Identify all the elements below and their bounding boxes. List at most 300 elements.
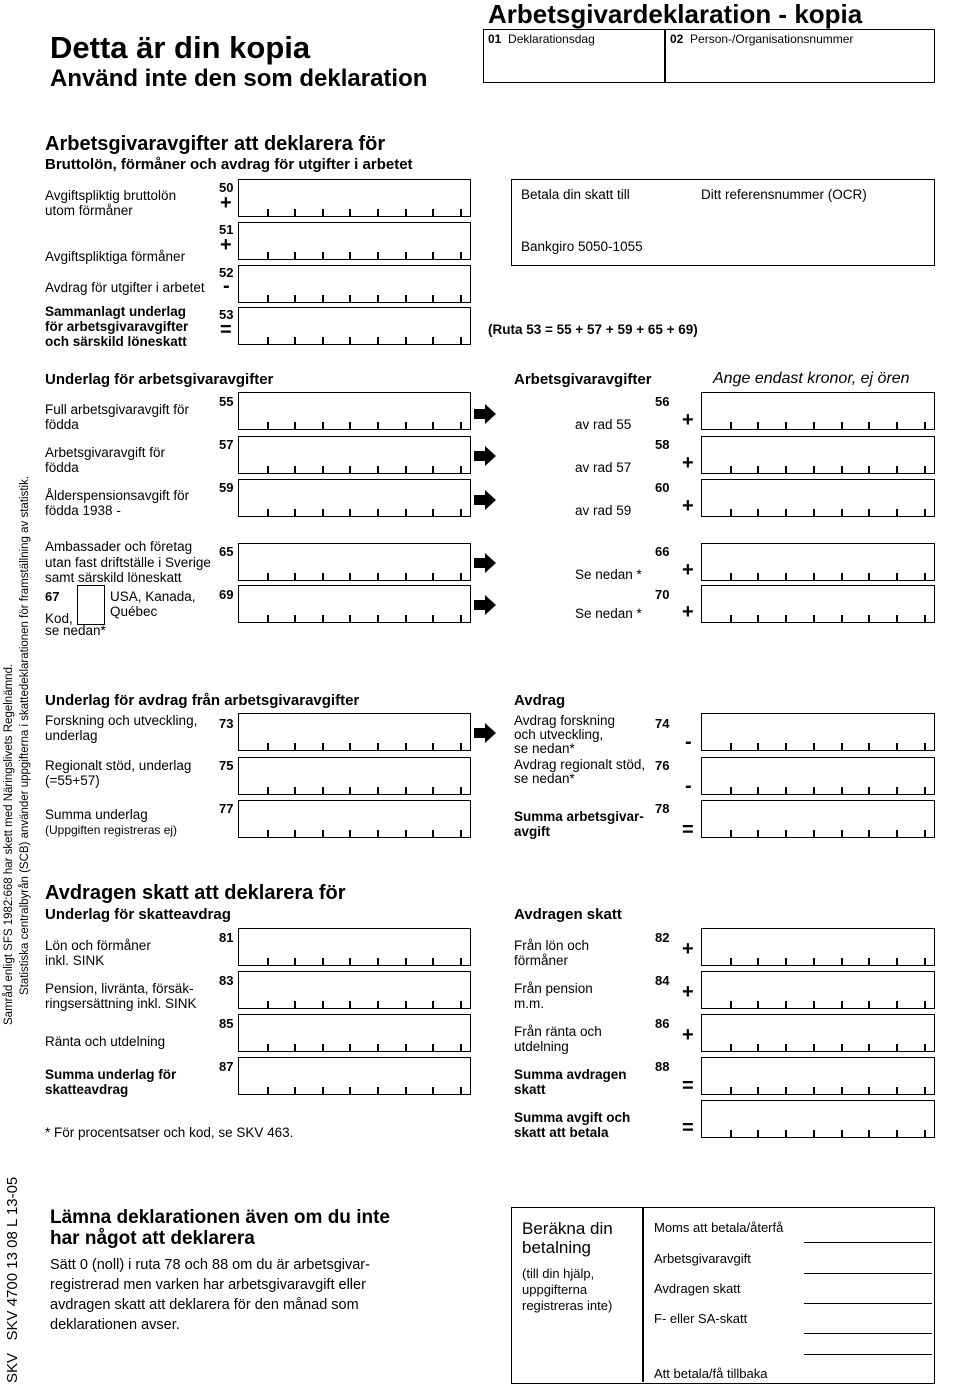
- calc-divider: [642, 1208, 644, 1382]
- digit-tick: [813, 830, 815, 837]
- r81-label-2: inkl. SINK: [45, 953, 105, 968]
- digit-tick: [896, 743, 898, 750]
- digit-tick: [405, 252, 407, 259]
- total-input[interactable]: [701, 1100, 935, 1138]
- r86-label-2: utdelning: [514, 1039, 569, 1054]
- digit-tick: [757, 787, 759, 794]
- digit-tick: [322, 615, 324, 622]
- r69-input[interactable]: [238, 585, 471, 623]
- bottom-text-2: registrerad men varken har arbetsgivaravgift eller: [50, 1277, 366, 1293]
- digit-tick: [868, 466, 870, 473]
- digit-tick: [757, 1044, 759, 1051]
- digit-tick: [813, 1044, 815, 1051]
- digit-tick: [377, 209, 379, 216]
- field-01[interactable]: [488, 32, 595, 46]
- row51-label: Avgiftspliktiga förmåner: [45, 249, 186, 264]
- total-label-1: Summa avgift och: [514, 1110, 631, 1125]
- calc-title-1: Beräkna din: [522, 1219, 613, 1238]
- digit-tick: [405, 615, 407, 622]
- field-02-label: Person-/Organisationsnummer: [690, 32, 854, 46]
- digit-tick: [924, 422, 926, 429]
- digit-tick: [405, 466, 407, 473]
- calc-line-fskatt[interactable]: [804, 1333, 932, 1334]
- r67-se-nedan: se nedan*: [45, 623, 106, 638]
- digit-tick: [322, 1087, 324, 1094]
- digit-tick: [432, 615, 434, 622]
- digit-ticks: [239, 1043, 470, 1051]
- digit-tick: [924, 1130, 926, 1137]
- digit-tick: [785, 1087, 787, 1094]
- row51-operator: +: [220, 234, 232, 256]
- calc-title-2: betalning: [522, 1238, 592, 1257]
- digit-tick: [924, 573, 926, 580]
- r57-input[interactable]: [238, 436, 471, 474]
- row50-label-1: Avgiftspliktig bruttolön: [45, 188, 177, 203]
- digit-tick: [322, 830, 324, 837]
- digit-tick: [405, 1087, 407, 1094]
- r85-number: 85: [219, 1016, 234, 1031]
- r58-input[interactable]: [701, 436, 935, 474]
- digit-tick: [349, 573, 351, 580]
- digit-tick: [896, 830, 898, 837]
- digit-tick: [377, 1001, 379, 1008]
- r76-label-2: se nedan*: [514, 771, 575, 786]
- r60-input[interactable]: [701, 479, 935, 517]
- digit-tick: [924, 1044, 926, 1051]
- digit-tick: [405, 509, 407, 516]
- digit-tick: [730, 509, 732, 516]
- r84-label-1: Från pension: [514, 981, 593, 996]
- digit-ticks: [702, 1043, 934, 1051]
- digit-tick: [868, 573, 870, 580]
- digit-tick: [868, 509, 870, 516]
- digit-tick: [924, 743, 926, 750]
- digit-tick: [813, 743, 815, 750]
- digit-tick: [322, 466, 324, 473]
- digit-tick: [757, 743, 759, 750]
- digit-ticks: [239, 1086, 470, 1094]
- r57-label-1: Arbetsgivaravgift för: [45, 445, 166, 460]
- digit-tick: [841, 422, 843, 429]
- r59-label-1: Ålderspensionsavgift för: [45, 488, 190, 503]
- digit-tick: [868, 1087, 870, 1094]
- digit-tick: [868, 1044, 870, 1051]
- digit-ticks: [239, 572, 470, 580]
- digit-tick: [377, 337, 379, 344]
- digit-tick: [294, 509, 296, 516]
- digit-tick: [294, 1087, 296, 1094]
- digit-tick: [349, 509, 351, 516]
- r78-label-2: avgift: [514, 824, 551, 839]
- row52-input[interactable]: [238, 265, 471, 303]
- r55-input[interactable]: [238, 392, 471, 430]
- calc-line-avdragen[interactable]: [804, 1303, 932, 1304]
- bottom-text-3: avdragen skatt att deklarera för den månad som: [50, 1297, 359, 1313]
- digit-tick: [868, 830, 870, 837]
- digit-ticks: [239, 742, 470, 750]
- r77-label-1: Summa underlag: [45, 807, 148, 822]
- r70-operator: +: [682, 601, 694, 623]
- digit-tick: [377, 422, 379, 429]
- digit-tick: [841, 615, 843, 622]
- row50-input[interactable]: [238, 179, 471, 217]
- digit-tick: [432, 787, 434, 794]
- digit-tick: [349, 1044, 351, 1051]
- r60-label: av rad 59: [575, 503, 632, 518]
- digit-tick: [267, 1044, 269, 1051]
- digit-tick: [813, 958, 815, 965]
- digit-tick: [868, 787, 870, 794]
- digit-tick: [377, 252, 379, 259]
- r83-number: 83: [219, 973, 234, 988]
- r82-input[interactable]: [701, 928, 935, 966]
- digit-tick: [757, 830, 759, 837]
- digit-tick: [432, 743, 434, 750]
- r74-operator: -: [685, 731, 692, 753]
- calc-row-arbetsgivaravgift: Arbetsgivaravgift: [654, 1251, 751, 1266]
- digit-ticks: [702, 1086, 934, 1094]
- digit-tick: [896, 1044, 898, 1051]
- calc-line-total[interactable]: [804, 1354, 932, 1355]
- r88-number: 88: [655, 1059, 670, 1074]
- digit-tick: [377, 1044, 379, 1051]
- row53-label-3: och särskild löneskatt: [45, 334, 187, 349]
- digit-tick: [267, 573, 269, 580]
- r55-label-1: Full arbetsgivaravgift för: [45, 402, 190, 417]
- calc-note-2: uppgifterna: [522, 1282, 588, 1297]
- digit-ticks: [239, 421, 470, 429]
- digit-tick: [813, 1130, 815, 1137]
- r70-input[interactable]: [701, 585, 935, 623]
- side-text-2: Statistiska centralbyrån (SCB) använder uppgifterna i skattedeklarationen för framställning av statistik.: [19, 475, 31, 995]
- row53-label-2: för arbetsgivaravgifter: [45, 319, 189, 334]
- calc-line-moms[interactable]: [804, 1242, 932, 1243]
- tax-sub-right: Avdragen skatt: [514, 906, 622, 923]
- digit-tick: [349, 466, 351, 473]
- r88-input[interactable]: [701, 1057, 935, 1095]
- digit-tick: [432, 209, 434, 216]
- digit-tick: [460, 295, 462, 302]
- digit-tick: [813, 615, 815, 622]
- digit-tick: [267, 743, 269, 750]
- digit-ticks: [702, 786, 934, 794]
- digit-tick: [349, 209, 351, 216]
- digit-tick: [267, 1001, 269, 1008]
- digit-tick: [757, 1001, 759, 1008]
- r82-label-1: Från lön och: [514, 938, 590, 953]
- digit-tick: [432, 1001, 434, 1008]
- r83-label-2: ringsersättning inkl. SINK: [45, 996, 197, 1011]
- arrow-right-icon: [474, 723, 496, 743]
- digit-tick: [405, 1001, 407, 1008]
- digit-tick: [813, 1001, 815, 1008]
- field-01-number: 01: [488, 32, 502, 46]
- digit-ticks: [702, 829, 934, 837]
- digit-tick: [896, 1001, 898, 1008]
- digit-tick: [813, 573, 815, 580]
- digit-tick: [841, 958, 843, 965]
- digit-ticks: [239, 251, 470, 259]
- bankgiro: Bankgiro 5050-1055: [521, 239, 643, 254]
- tax-heading: Avdragen skatt att deklarera för: [45, 882, 346, 904]
- r59-number: 59: [219, 480, 234, 495]
- field-02[interactable]: [670, 32, 853, 46]
- r67-code-input[interactable]: [77, 585, 105, 625]
- digit-tick: [896, 958, 898, 965]
- digit-tick: [813, 422, 815, 429]
- deduction-heading: Underlag för avdrag från arbetsgivaravgifter: [45, 692, 360, 709]
- digit-tick: [785, 615, 787, 622]
- basis-heading: Underlag för arbetsgivaravgifter: [45, 371, 274, 388]
- digit-tick: [322, 422, 324, 429]
- r86-input[interactable]: [701, 1014, 935, 1052]
- digit-ticks: [239, 294, 470, 302]
- digit-tick: [460, 509, 462, 516]
- r56-operator: +: [682, 409, 694, 431]
- digit-ticks: [702, 614, 934, 622]
- digit-tick: [730, 1001, 732, 1008]
- digit-tick: [405, 209, 407, 216]
- r56-number: 56: [655, 394, 670, 409]
- deduction-right-heading: Avdrag: [514, 692, 566, 709]
- digit-tick: [349, 615, 351, 622]
- r74-label-1: Avdrag forskning: [514, 713, 616, 728]
- digit-tick: [377, 958, 379, 965]
- r58-label: av rad 57: [575, 460, 632, 475]
- digit-tick: [322, 252, 324, 259]
- digit-tick: [294, 830, 296, 837]
- digit-tick: [757, 615, 759, 622]
- digit-tick: [432, 466, 434, 473]
- r57-label-2: födda: [45, 460, 79, 475]
- digit-tick: [896, 573, 898, 580]
- form-code: SKV 4700 13 08 L 13-05: [4, 1176, 21, 1341]
- digit-ticks: [702, 1129, 934, 1137]
- digit-tick: [896, 466, 898, 473]
- r74-label-3: se nedan*: [514, 741, 575, 756]
- digit-tick: [294, 743, 296, 750]
- digit-tick: [813, 1087, 815, 1094]
- r75-number: 75: [219, 758, 234, 773]
- digit-tick: [460, 743, 462, 750]
- r67-usa: USA, Kanada,: [110, 589, 196, 604]
- digit-tick: [460, 573, 462, 580]
- digit-tick: [349, 295, 351, 302]
- digit-tick: [432, 1044, 434, 1051]
- digit-tick: [730, 1087, 732, 1094]
- r88-label-2: skatt: [514, 1082, 546, 1097]
- digit-tick: [294, 252, 296, 259]
- r76-input[interactable]: [701, 757, 935, 795]
- r86-label-1: Från ränta och: [514, 1024, 602, 1039]
- row51-input[interactable]: [238, 222, 471, 260]
- r77-input[interactable]: [238, 800, 471, 838]
- digit-tick: [294, 787, 296, 794]
- digit-tick: [868, 615, 870, 622]
- digit-tick: [405, 958, 407, 965]
- r59-input[interactable]: [238, 479, 471, 517]
- digit-tick: [432, 337, 434, 344]
- r58-number: 58: [655, 437, 670, 452]
- r59-label-2: födda 1938 -: [45, 503, 121, 518]
- digit-tick: [868, 1130, 870, 1137]
- r69-number: 69: [219, 587, 234, 602]
- r66-input[interactable]: [701, 543, 935, 581]
- digit-tick: [405, 295, 407, 302]
- digit-tick: [757, 1130, 759, 1137]
- digit-tick: [785, 573, 787, 580]
- pay-to-label: Betala din skatt till: [521, 187, 630, 202]
- r73-input[interactable]: [238, 713, 471, 751]
- digit-ticks: [702, 742, 934, 750]
- r87-input[interactable]: [238, 1057, 471, 1095]
- r73-number: 73: [219, 716, 234, 731]
- digit-tick: [432, 573, 434, 580]
- r70-number: 70: [655, 587, 670, 602]
- digit-tick: [460, 337, 462, 344]
- r78-input[interactable]: [701, 800, 935, 838]
- row50-operator: +: [220, 192, 232, 214]
- digit-tick: [405, 743, 407, 750]
- arrow-right-icon: [474, 490, 496, 510]
- digit-tick: [377, 787, 379, 794]
- form-title: Arbetsgivardeklaration - kopia: [488, 0, 863, 29]
- digit-tick: [785, 743, 787, 750]
- r85-label: Ränta och utdelning: [45, 1034, 166, 1049]
- digit-ticks: [239, 465, 470, 473]
- digit-tick: [460, 615, 462, 622]
- tax-sub-left: Underlag för skatteavdrag: [45, 906, 231, 923]
- digit-tick: [322, 337, 324, 344]
- digit-tick: [730, 422, 732, 429]
- digit-tick: [405, 573, 407, 580]
- digit-tick: [267, 422, 269, 429]
- r81-input[interactable]: [238, 928, 471, 966]
- digit-tick: [896, 1087, 898, 1094]
- r84-input[interactable]: [701, 971, 935, 1009]
- arrow-right-icon: [474, 446, 496, 466]
- bottom-text-1: Sätt 0 (noll) i ruta 78 och 88 om du är arbetsgivar-: [50, 1257, 370, 1273]
- calc-note-3: registreras inte): [522, 1298, 613, 1313]
- digit-ticks: [702, 421, 934, 429]
- digit-tick: [785, 1130, 787, 1137]
- r56-input[interactable]: [701, 392, 935, 430]
- calc-line-arbetsgivaravgift[interactable]: [804, 1273, 932, 1274]
- r88-label-1: Summa avdragen: [514, 1067, 627, 1082]
- r78-label-1: Summa arbetsgivar-: [514, 809, 644, 824]
- digit-tick: [785, 1044, 787, 1051]
- digit-ticks: [239, 829, 470, 837]
- digit-ticks: [239, 208, 470, 216]
- digit-tick: [349, 787, 351, 794]
- digit-tick: [460, 252, 462, 259]
- r75-label-2: (=55+57): [45, 773, 100, 788]
- digit-tick: [868, 958, 870, 965]
- digit-tick: [460, 422, 462, 429]
- arrow-right-icon: [474, 553, 496, 573]
- digit-tick: [757, 466, 759, 473]
- digit-tick: [757, 509, 759, 516]
- r83-input[interactable]: [238, 971, 471, 1009]
- copy-title: Detta är din kopia: [50, 30, 311, 65]
- form-code-prefix: SKV: [4, 1352, 21, 1383]
- bottom-text-4: deklarationen avser.: [50, 1317, 180, 1333]
- digit-ticks: [239, 336, 470, 344]
- r74-input[interactable]: [701, 713, 935, 751]
- digit-tick: [377, 1087, 379, 1094]
- r74-number: 74: [655, 716, 670, 731]
- digit-tick: [294, 466, 296, 473]
- digit-tick: [785, 509, 787, 516]
- digit-tick: [267, 1087, 269, 1094]
- digit-ticks: [239, 508, 470, 516]
- r85-input[interactable]: [238, 1014, 471, 1052]
- digit-tick: [785, 958, 787, 965]
- r75-input[interactable]: [238, 757, 471, 795]
- digit-tick: [267, 337, 269, 344]
- digit-tick: [267, 509, 269, 516]
- digit-tick: [841, 1044, 843, 1051]
- row53-operator: =: [220, 319, 232, 341]
- digit-tick: [432, 295, 434, 302]
- calc-row-moms: Moms att betala/återfå: [654, 1220, 784, 1235]
- digit-tick: [322, 958, 324, 965]
- r65-input[interactable]: [238, 543, 471, 581]
- r82-label-2: förmåner: [514, 953, 569, 968]
- calc-row-avdragen: Avdragen skatt: [654, 1281, 741, 1296]
- digit-tick: [813, 787, 815, 794]
- digit-tick: [460, 1087, 462, 1094]
- digit-tick: [294, 615, 296, 622]
- total-operator: =: [682, 1117, 694, 1139]
- row53-number: 53: [219, 307, 234, 322]
- r57-number: 57: [219, 437, 234, 452]
- digit-tick: [785, 422, 787, 429]
- row53-input[interactable]: [238, 307, 471, 345]
- digit-tick: [841, 1001, 843, 1008]
- digit-tick: [896, 787, 898, 794]
- row53-label-1: Sammanlagt underlag: [45, 304, 187, 319]
- r84-operator: +: [682, 981, 694, 1003]
- ocr-label[interactable]: Ditt referensnummer (OCR): [701, 187, 867, 202]
- r55-label-2: födda: [45, 417, 79, 432]
- digit-tick: [322, 209, 324, 216]
- digit-tick: [322, 1001, 324, 1008]
- digit-tick: [924, 830, 926, 837]
- digit-tick: [349, 252, 351, 259]
- kronor-note: Ange endast kronor, ej ören: [713, 370, 910, 387]
- digit-tick: [322, 1044, 324, 1051]
- digit-tick: [896, 422, 898, 429]
- r70-label: Se nedan *: [575, 606, 642, 621]
- payment-box: [511, 179, 935, 266]
- digit-tick: [349, 1001, 351, 1008]
- digit-tick: [267, 958, 269, 965]
- digit-tick: [924, 466, 926, 473]
- digit-tick: [349, 1087, 351, 1094]
- side-text-1: Samråd enligt SFS 1982:668 har skett med Näringslivets Regelnämnd.: [3, 663, 15, 1025]
- digit-tick: [757, 958, 759, 965]
- r55-number: 55: [219, 394, 234, 409]
- r74-label-2: och utveckling,: [514, 727, 604, 742]
- digit-tick: [785, 466, 787, 473]
- r78-number: 78: [655, 801, 670, 816]
- r76-operator: -: [685, 775, 692, 797]
- r66-operator: +: [682, 559, 694, 581]
- digit-tick: [322, 743, 324, 750]
- digit-tick: [730, 787, 732, 794]
- r77-number: 77: [219, 801, 234, 816]
